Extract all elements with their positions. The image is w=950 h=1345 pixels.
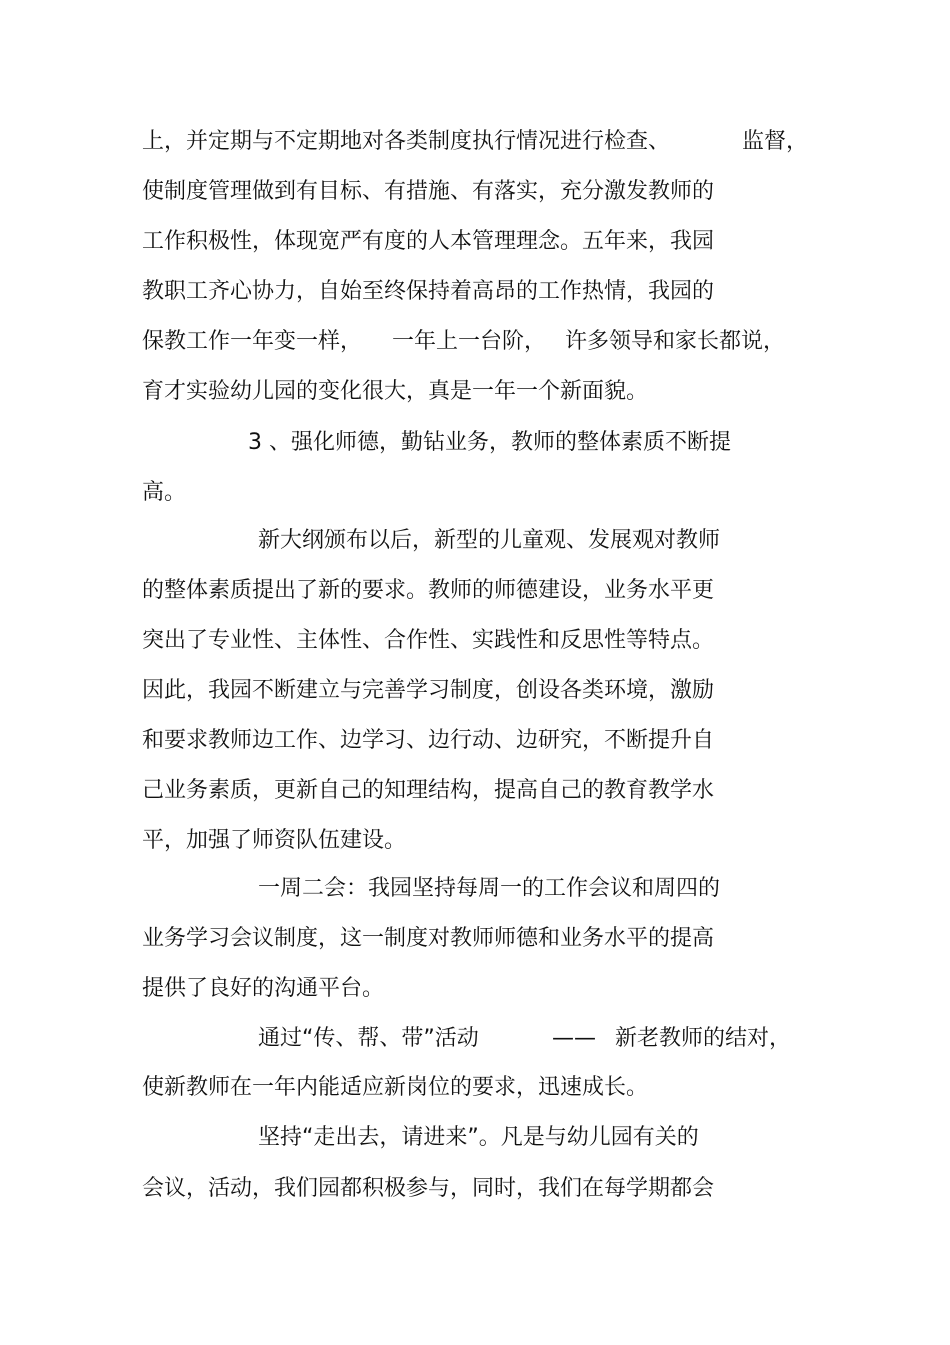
text-line [0,1019,950,1059]
text-segment: 平，加强了师资队伍建设。 [142,828,407,853]
text-line [0,721,950,761]
text-segment: 一周二会：我园坚持每周一的工作会议和周四的 [258,876,721,901]
text-line [0,172,950,212]
text-segment: 使新教师在一年内能适应新岗位的要求，迅速成长。 [142,1075,649,1100]
text-line [0,222,950,262]
text-line [0,122,950,162]
text-segment: 和要求教师边工作、边学习、边行动、边研究，不断提升自 [142,728,715,753]
text-line [0,1068,950,1108]
text-line [0,571,950,611]
section-heading [0,423,950,463]
text-line [0,671,950,711]
text-segment: 会议，活动，我们园都积极参与，同时，我们在每学期都会 [142,1176,715,1201]
text-line [0,821,950,861]
text-segment: 保教工作一年变一样， [142,329,363,354]
text-segment: 己业务素质，更新自己的知理结构，提高自己的教育教学水 [142,778,715,803]
text-line [0,322,950,362]
text-segment: 通过“传、帮、带”活动 [258,1026,479,1051]
text-segment: 坚持“走出去，请进来”。凡是与幼儿园有关的 [258,1125,699,1150]
text-segment: 一年上一台阶， [392,329,547,354]
text-segment: 突出了专业性、主体性、合作性、实践性和反思性等特点。 [142,628,715,653]
text-segment: 上，并定期与不定期地对各类制度执行情况进行检查、 [142,129,671,154]
text-line [0,372,950,412]
text-line [0,919,950,959]
text-segment: 3 、强化师德，勤钻业务，教师的整体素质不断提 [248,430,731,455]
text-line [0,521,950,561]
text-line [0,272,950,312]
text-segment: 使制度管理做到有目标、有措施、有落实，充分激发教师的 [142,179,715,204]
text-segment: 因此，我园不断建立与完善学习制度，创设各类环境，激励 [142,678,715,703]
text-line [0,771,950,811]
text-segment: 的整体素质提出了新的要求。教师的师德建设，业务水平更 [142,578,715,603]
text-segment: 提供了良好的沟通平台。 [142,976,385,1001]
text-line [0,969,950,1009]
text-line [0,1169,950,1209]
text-segment: —— [552,1026,596,1051]
text-segment: 工作积极性，体现宽严有度的人本管理理念。五年来，我园 [142,229,715,254]
text-line [0,1118,950,1158]
text-line [0,869,950,909]
text-segment: 新老教师的结对， [615,1026,792,1051]
text-segment: 许多领导和家长都说， [565,329,786,354]
text-segment: 教职工齐心协力，自始至终保持着高昂的工作热情，我园的 [142,279,715,304]
text-segment: 监督， [742,129,809,154]
text-line [0,473,950,513]
text-segment: 育才实验幼儿园的变化很大，真是一年一个新面貌。 [142,379,649,404]
text-line [0,621,950,661]
text-segment: 高。 [142,480,187,505]
text-segment: 业务学习会议制度，这一制度对教师师德和业务水平的提高 [142,926,715,951]
text-segment: 新大纲颁布以后，新型的儿童观、发展观对教师 [258,528,721,553]
